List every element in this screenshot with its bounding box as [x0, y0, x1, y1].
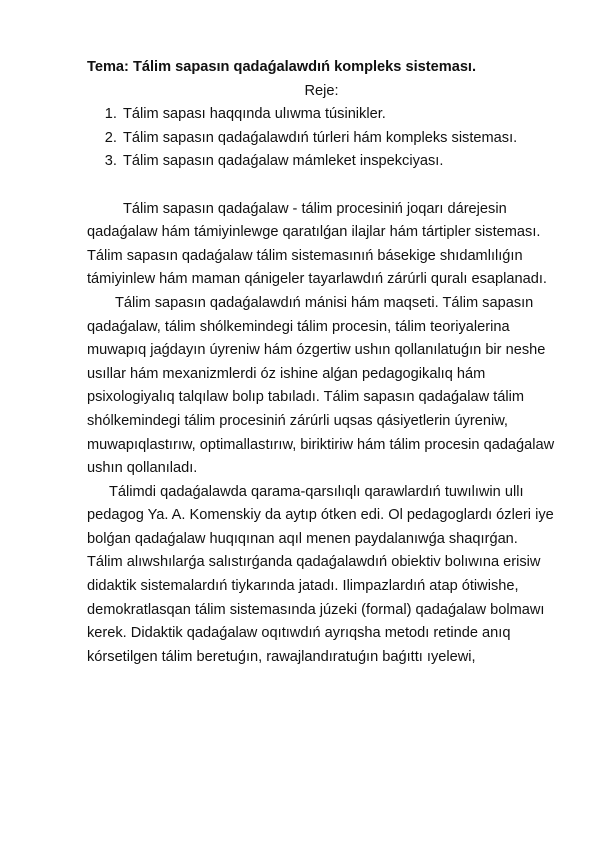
plan-item: 2. Tálim sapasın qadaǵalawdıń túrleri hám kompleks sisteması.: [121, 127, 556, 151]
body-paragraph: Tálim sapasın qadaǵalawdıń mánisi hám maqseti. Tálim sapasın qadaǵalaw, tálim shólkemindegi tálim procesin, tálim teoriyalerina muwapıq jaǵdayın úyreniw hám ózgertiw ushın qollanılatuǵın bir neshe usıllar hám mexanizmlerdi óz ishine alǵan pedagogikalıq hám psixologiyalıq talqılaw bolıp tabıladı. Tálim sapasın qadaǵalaw tálim shólkemindegi tálim procesiniń zárúrli uqsas qásiyetlerin úyreniw, muwapıqlastırıw, optimallastırıw, biriktiriw hám tálim procesin qadaǵalaw ushın qollanıladı.: [87, 294, 555, 477]
plan-item: 1. Tálim sapası haqqında ulıwma túsinikler.: [121, 103, 556, 127]
plan-list: [87, 103, 556, 174]
blank-line: [87, 174, 556, 198]
plan-heading: Reje:: [304, 82, 339, 99]
body-paragraph: Tálim sapasın qadaǵalaw - tálim procesiniń joqarı dárejesin qadaǵalaw hám támiyinlewge qaratılǵan ilajlar hám tártipler sisteması. Tálim sapasın qadaǵalaw tálim sistemasınıń básekige shıdamlılıǵın támiyinlew hám maman qánigeler tayarlawdıń zárúrli quralı esaplanadı.: [87, 200, 547, 288]
body-paragraph: Tálimdi qadaǵalawda qarama-qarsılıqlı qarawlardıń tuwılıwin ullı pedagog Ya. A. Komenskiy da aytıp ótken edi. Ol pedagoglardı ózleri iye bolǵan qadaǵalaw huqıqınan aqıl menen paydalanıwǵa shaqırǵan. Tálim alıwshılarǵa salıstırǵanda qadaǵalawdıń obiektiv bolıwına erisiw didaktik sistemalardıń tiykarında jatadı. Ilimpazlardıń atap ótiwishe, demokratlasqan tálim sistemasında júzeki (formal) qadaǵalaw bolmawı kerek. Didaktik qadaǵalaw oqıtıwdıń ayrıqsha metodı retinde anıq kórsetilgen tálim beretuǵın, rawajlandıratuǵın baǵıttı ıyelewi,: [87, 483, 554, 665]
document-title: Tema: Tálim sapasın qadaǵalawdıń kompleks sisteması.: [87, 59, 477, 75]
plan-item: 3. Tálim sapasın qadaǵalaw mámleket inspekciyası.: [121, 150, 556, 174]
